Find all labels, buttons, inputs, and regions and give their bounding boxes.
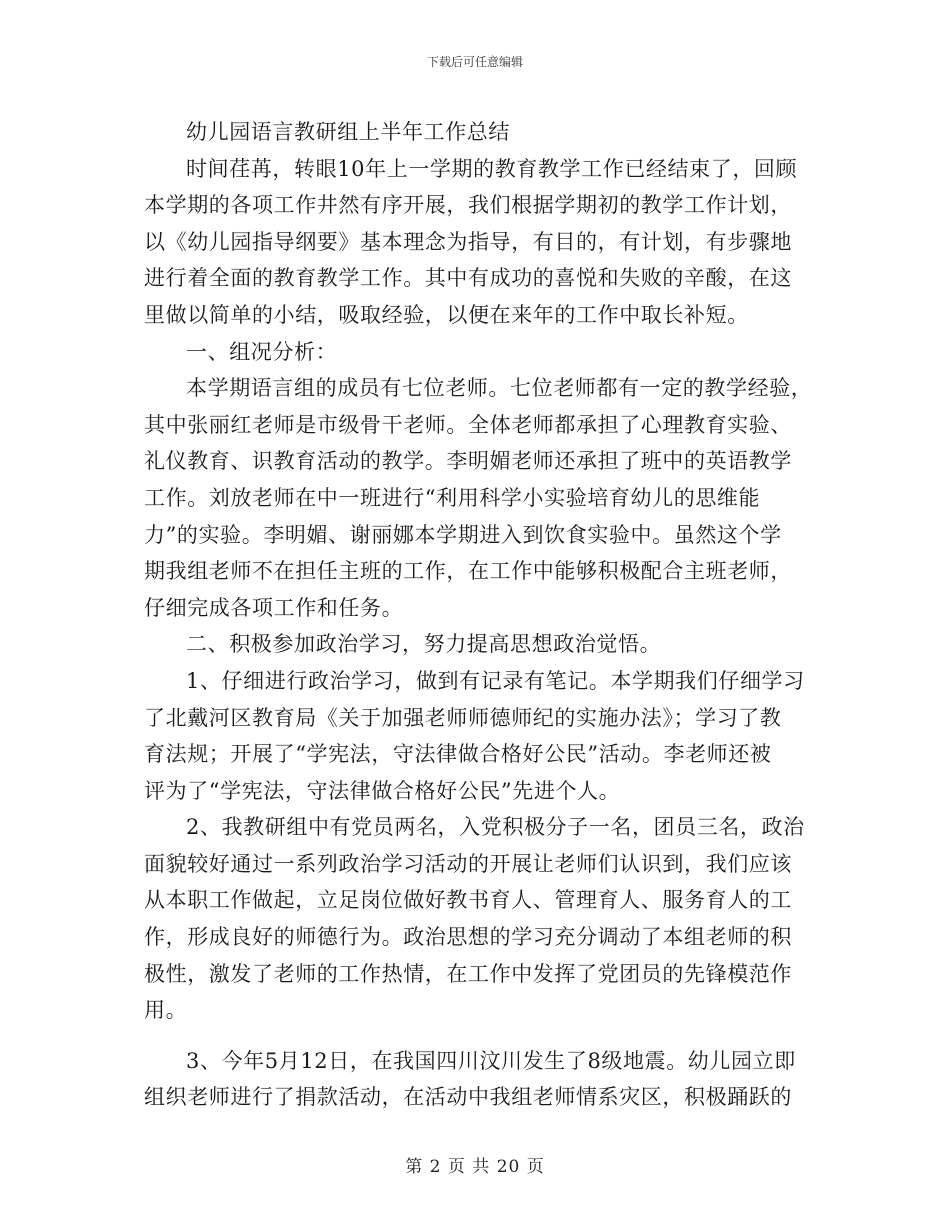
section-heading: 一、组况分析： bbox=[186, 339, 338, 364]
paragraph-line: 用。 bbox=[144, 998, 188, 1023]
paragraph-line: 3、今年5月12日，在我国四川汶川发生了8级地震。幼儿园立即 bbox=[186, 1048, 796, 1073]
paragraph-line: 从本职工作做起，立足岗位做好教书育人、管理育人、服务育人的工 bbox=[144, 888, 792, 913]
paragraph-line: 里做以简单的小结，吸取经验，以便在来年的工作中取长补短。 bbox=[144, 302, 749, 327]
paragraph-line: 其中张丽红老师是市级骨干老师。全体老师都承担了心理教育实验、 bbox=[144, 412, 792, 437]
paragraph-line: 以《幼儿园指导纲要》基本理念为指导，有目的，有计划，有步骤地 bbox=[144, 229, 792, 254]
paragraph-line: 2、我教研组中有党员两名，入党积极分子一名，团员三名，政治 bbox=[186, 815, 805, 840]
paragraph-line: 面貌较好通过一系列政治学习活动的开展让老师们认识到，我们应该 bbox=[144, 851, 792, 876]
page-number-footer: 第 2 页 共 20 页 bbox=[405, 1157, 545, 1177]
section-heading: 二、积极参加政治学习，努力提高思想政治觉悟。 bbox=[186, 632, 662, 657]
paragraph-line: 了北戴河区教育局《关于加强老师师德师纪的实施办法》；学习了教 bbox=[144, 705, 782, 730]
paragraph-line: 育法规；开展了“学宪法，守法律做合格好公民”活动。李老师还被 bbox=[144, 742, 772, 767]
paragraph-line: 工作。刘放老师在中一班进行“利用科学小实验培育幼儿的思维能 bbox=[144, 485, 761, 510]
paragraph-line: 组织老师进行了捐款活动，在活动中我组老师情系灾区，积极踊跃的 bbox=[144, 1085, 792, 1110]
paragraph-line: 仔细完成各项工作和任务。 bbox=[144, 595, 404, 620]
paragraph-gap bbox=[144, 1029, 814, 1043]
paragraph-line: 力”的实验。李明媚、谢丽娜本学期进入到饮食实验中。虽然这个学 bbox=[144, 522, 782, 547]
document-body bbox=[144, 114, 814, 1116]
paragraph-line: 评为了“学宪法，守法律做合格好公民”先进个人。 bbox=[144, 778, 621, 803]
paragraph-line: 本学期语言组的成员有七位老师。七位老师都有一定的教学经验， bbox=[186, 376, 813, 401]
paragraph-line: 进行着全面的教育教学工作。其中有成功的喜悦和失败的辛酸，在这 bbox=[144, 266, 792, 291]
paragraph-line: 时间荏苒，转眼10年上一学期的教育教学工作已经结束了，回顾 bbox=[186, 156, 798, 181]
page-header-note: 下载后可任意编辑 bbox=[426, 55, 523, 69]
document-title: 幼儿园语言教研组上半年工作总结 bbox=[186, 120, 510, 144]
paragraph-line: 作，形成良好的师德行为。政治思想的学习充分调动了本组老师的积 bbox=[144, 925, 792, 950]
paragraph-line: 1、仔细进行政治学习，做到有记录有笔记。本学期我们仔细学习 bbox=[186, 668, 805, 693]
paragraph-line: 本学期的各项工作井然有序开展，我们根据学期初的教学工作计划， bbox=[144, 193, 792, 218]
paragraph-line: 极性，激发了老师的工作热情，在工作中发挥了党团员的先锋模范作 bbox=[144, 961, 792, 986]
paragraph-line: 期我组老师不在担任主班的工作，在工作中能够积极配合主班老师， bbox=[144, 559, 792, 584]
paragraph-line: 礼仪教育、识教育活动的教学。李明媚老师还承担了班中的英语教学 bbox=[144, 449, 792, 474]
